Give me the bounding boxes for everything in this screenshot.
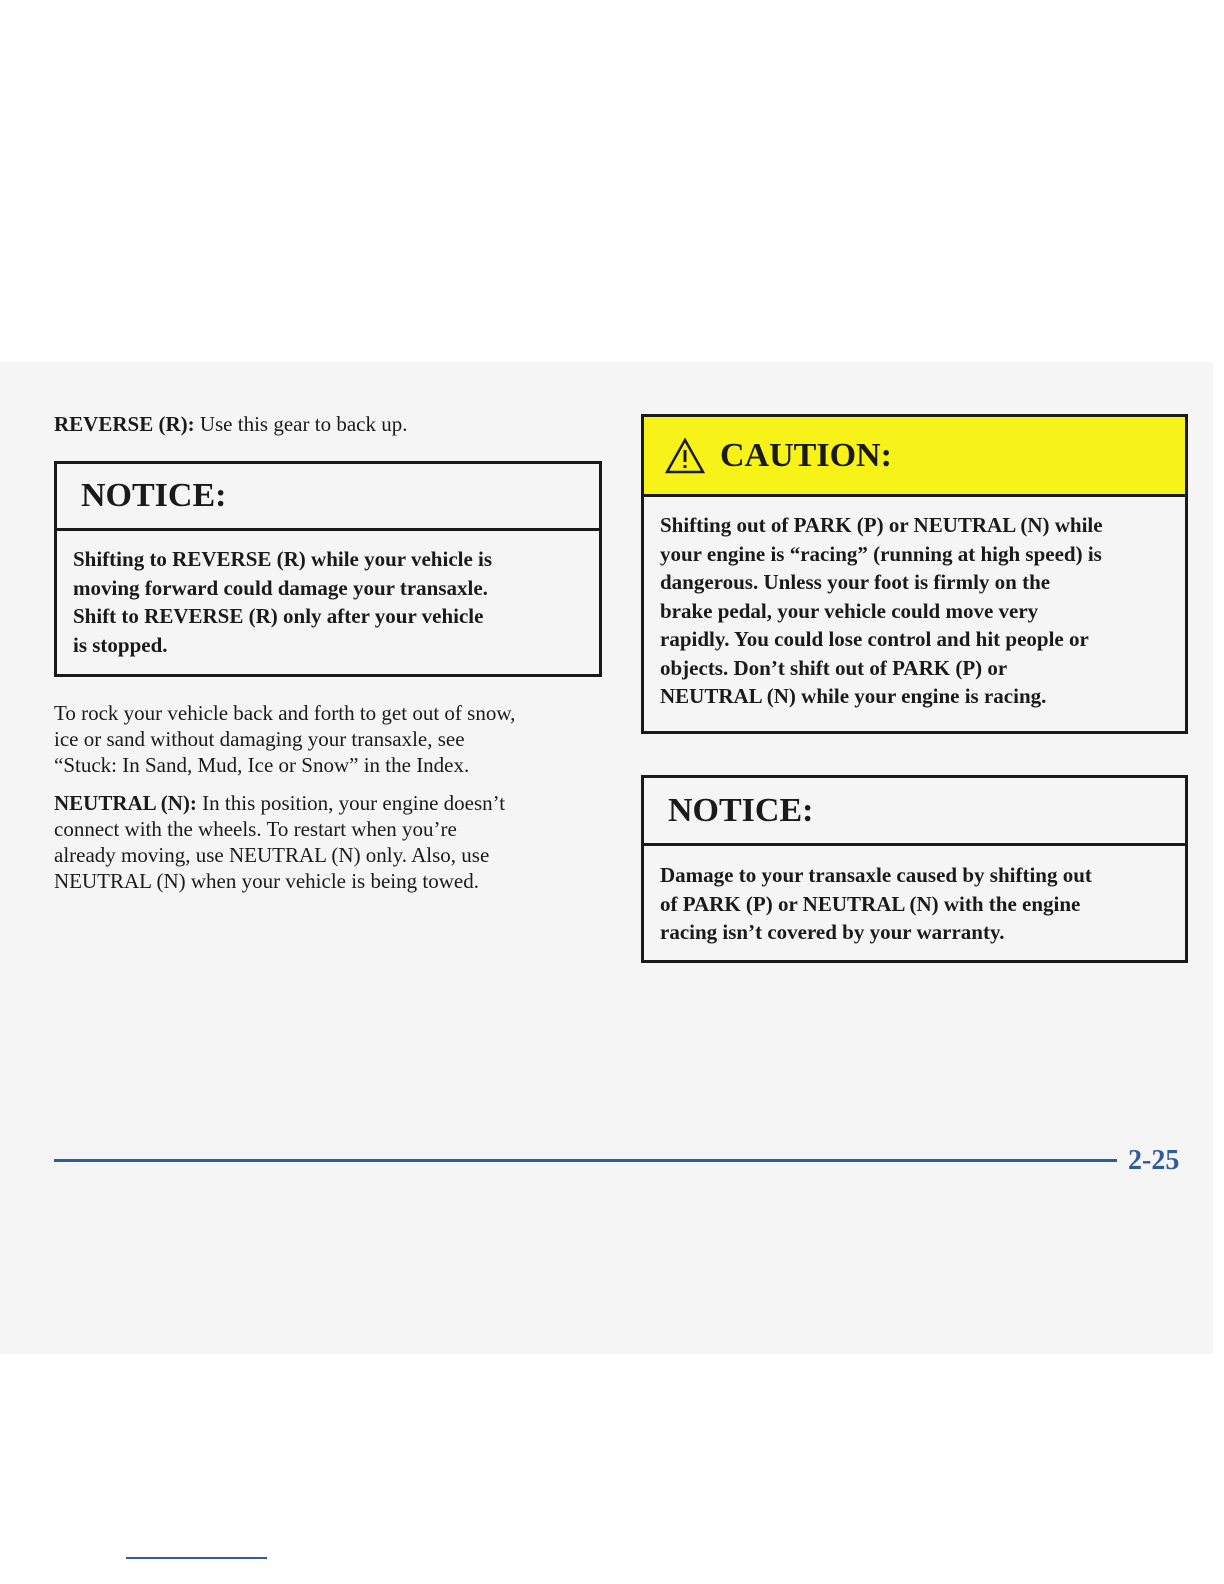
notice-box-warranty xyxy=(641,775,1188,963)
caution-title: CAUTION: xyxy=(720,436,892,474)
notice-line: moving forward could damage your transaxle. xyxy=(73,575,488,600)
caution-line: dangerous. Unless your foot is firmly on the xyxy=(660,570,1051,594)
reverse-paragraph xyxy=(54,411,614,437)
notice-line: is stopped. xyxy=(73,632,168,657)
notice-line: Damage to your transaxle caused by shifting out xyxy=(660,863,1092,887)
rock-paragraph xyxy=(54,700,614,778)
caution-line: your engine is “racing” (running at high speed) is xyxy=(660,541,1102,566)
reverse-label: REVERSE (R): xyxy=(54,412,195,436)
neutral-line xyxy=(54,790,614,816)
neutral-text: In this position, your engine doesn’t xyxy=(196,791,506,815)
neutral-paragraph xyxy=(54,790,614,894)
neutral-line: connect with the wheels. To restart when you’re xyxy=(54,817,457,841)
notice-line: of PARK (P) or NEUTRAL (N) with the engine xyxy=(660,891,1081,916)
page-number: 2-25 xyxy=(1128,1145,1180,1176)
caution-line: brake pedal, your vehicle could move very xyxy=(660,598,1039,623)
caution-header xyxy=(644,417,1185,497)
notice-header xyxy=(57,464,599,531)
rock-line: “Stuck: In Sand, Mud, Ice or Snow” in the Index. xyxy=(54,753,470,777)
warning-triangle-icon xyxy=(664,437,706,475)
notice-header xyxy=(644,778,1185,846)
notice-body xyxy=(644,846,1185,947)
caution-body xyxy=(644,497,1185,711)
caution-line: rapidly. You could lose control and hit people or xyxy=(660,627,1089,651)
reverse-text: Use this gear to back up. xyxy=(194,412,408,436)
caution-line: NEUTRAL (N) while your engine is racing. xyxy=(660,684,1047,708)
caution-line: Shifting out of PARK (P) or NEUTRAL (N) while xyxy=(660,513,1103,537)
caution-box xyxy=(641,414,1188,734)
rock-line: ice or sand without damaging your transaxle, see xyxy=(54,727,465,751)
bottom-link-line xyxy=(126,1557,267,1559)
caution-line: objects. Don’t shift out of PARK (P) or xyxy=(660,655,1008,680)
neutral-label: NEUTRAL (N): xyxy=(54,791,197,815)
footer-rule xyxy=(54,1159,1117,1162)
notice-title: NOTICE: xyxy=(81,477,227,514)
neutral-line: NEUTRAL (N) when your vehicle is being towed. xyxy=(54,869,479,893)
rock-line: To rock your vehicle back and forth to get out of snow, xyxy=(54,701,516,725)
notice-line: racing isn’t covered by your warranty. xyxy=(660,920,1005,944)
notice-box-reverse xyxy=(54,461,602,677)
notice-body xyxy=(57,531,599,659)
notice-line: Shifting to REVERSE (R) while your vehicle is xyxy=(73,547,493,571)
notice-title: NOTICE: xyxy=(668,791,814,829)
neutral-line: already moving, use NEUTRAL (N) only. Also, use xyxy=(54,843,490,867)
notice-line: Shift to REVERSE (R) only after your vehicle xyxy=(73,604,484,628)
